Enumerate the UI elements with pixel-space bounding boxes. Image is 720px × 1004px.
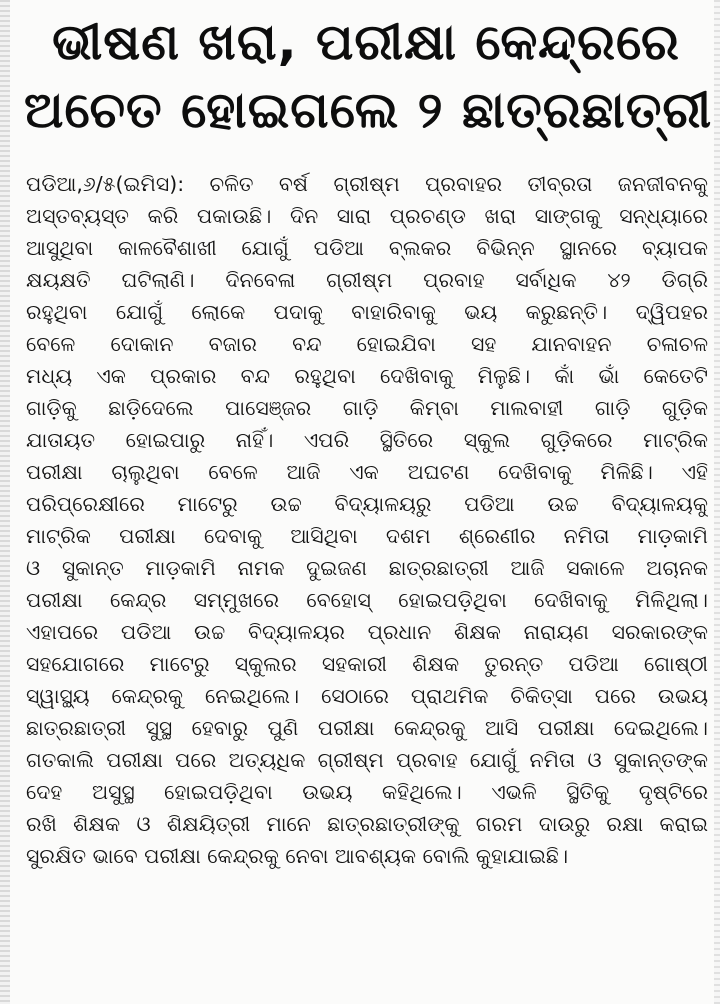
body-line: ସ୍ୱାସ୍ଥ୍ୟ କେନ୍ଦ୍ରକୁ ନେଇଥିଲେ। ସେଠାରେ ପ୍ରାଥମିକ ଚିକିତ୍ସା ପରେ ଉଭୟ [26,684,708,708]
body-line: କ୍ଷୟକ୍ଷତି ଘଟିଲାଣି। ଦିନବେଳା ଗ୍ରୀଷ୍ମ ପ୍ରବାହ ସର୍ବାଧିକ ୪୨ ଡିଗ୍ରି [26,268,708,292]
body-line: ସୁରକ୍ଷିତ ଭାବେ ପରୀକ୍ଷା କେନ୍ଦ୍ରକୁ ନେବା ଆବଶ୍ୟକ ବୋଲି କୁହାଯାଇଛି। [26,844,569,868]
clipping-torn-edge-left [0,0,10,1004]
body-line: ଗାଡ଼ିକୁ ଛାଡ଼ିଦେଲେ ପାସେଞ୍ଜର ଗାଡ଼ି କିମ୍ବା ମାଲବାହୀ ଗାଡ଼ି ଗୁଡ଼ିକ [26,396,708,420]
body-line: ସହଯୋଗରେ ମାଟେରୁ ସ୍କୁଲର ସହକାରୀ ଶିକ୍ଷକ ତୁରନ୍ତ ପଡିଆ ଗୋଷ୍ଠୀ [26,652,708,676]
body-line: ବେଳେ ଦୋକାନ ବଜାର ବନ୍ଦ ହୋଇଯିବା ସହ ଯାନବାହନ ଚଳାଚଳ [26,332,708,356]
body-line: ଏହାପରେ ପଡିଆ ଉଚ୍ଚ ବିଦ୍ୟାଳୟର ପ୍ରଧାନ ଶିକ୍ଷକ ନାରାୟଣ ସରକାରଙ୍କ [26,620,708,644]
body-line: ଓ ସୁକାନ୍ତ ମାଡ଼କାମି ନାମକ ଦୁଇଜଣ ଛାତ୍ରଛାତ୍ରୀ ଆଜି ସକାଳେ ଅଚାନକ [26,556,708,580]
clipping-torn-edge-right [714,0,720,1004]
body-line: ଅସ୍ତବ୍ୟସ୍ତ କରି ପକାଉଛି। ଦିନ ସାରା ପ୍ରଚଣ୍ଡ ଖରା ସାଙ୍ଗକୁ ସନ୍ଧ୍ୟାରେ [26,204,708,228]
body-line: ଆସୁଥିବା କାଳବୈଶାଖୀ ଯୋଗୁଁ ପଡିଆ ବ୍ଲକର ବିଭିନ୍ନ ସ୍ଥାନରେ ବ୍ୟାପକ [26,236,708,260]
headline-line-1: ଭୀଷଣ ଖରା, ପରୀକ୍ଷା କେନ୍ଦ୍ରରେ [52,13,680,71]
body-line: ମଧ୍ୟ ଏକ ପ୍ରକାର ବନ୍ଦ ରହୁଥିବା ଦେଖିବାକୁ ମିଳୁଛି। କାଁ ଭାଁ କେତେଟି [26,364,708,388]
body-line: ପରୀକ୍ଷା କେନ୍ଦ୍ର ସମ୍ମୁଖରେ ବେହୋସ୍ ହୋଇପଡ଼ିଥିବା ଦେଖିବାକୁ ମିଳିଥିଲା। [26,588,708,612]
body-line: ଛାତ୍ରଛାତ୍ରୀ ସୁସ୍ଥ ହେବାରୁ ପୁଣି ପରୀକ୍ଷା କେନ୍ଦ୍ରକୁ ଆସି ପରୀକ୍ଷା ଦେଇଥିଲେ। [26,716,708,740]
body-line: ପରିପ୍ରେକ୍ଷୀରେ ମାଟେରୁ ଉଚ୍ଚ ବିଦ୍ୟାଳୟରୁ ପଡିଆ ଉଚ୍ଚ ବିଦ୍ୟାଳୟକୁ [26,492,708,516]
body-line: ମାଟ୍ରିକ ପରୀକ୍ଷା ଦେବାକୁ ଆସିଥିବା ଦଶମ ଶ୍ରେଣୀର ନମିତା ମାଡ଼କାମି [26,524,708,548]
headline-line-2: ଅଚେତ ହୋଇଗଲେ ୨ ଛାତ୍ରଛାତ୍ରୀ [24,81,713,139]
body-line: ଯାତାୟତ ହୋଇପାରୁ ନାହିଁ। ଏପରି ସ୍ଥିତିରେ ସ୍କୁଲ ଗୁଡ଼ିକରେ ମାଟ୍ରିକ [26,428,708,452]
body-line: ରଖି ଶିକ୍ଷକ ଓ ଶିକ୍ଷୟିତ୍ରୀ ମାନେ ଛାତ୍ରଛାତ୍ରୀଙ୍କୁ ଗରମ ଦାଉରୁ ରକ୍ଷା କରାଇ [26,812,708,836]
article-body [26,168,708,872]
article-headline [24,8,713,144]
body-line: ପରୀକ୍ଷା ଚାଲୁଥିବା ବେଳେ ଆଜି ଏକ ଅଘଟଣ ଦେଖିବାକୁ ମିଳିଛି। ଏହି [26,460,708,484]
body-line: ପଡିଆ,୬/୫(ଇମିସ): ଚଳିତ ବର୍ଷ ଗ୍ରୀଷ୍ମ ପ୍ରବାହର ତୀବ୍ରତା ଜନଜୀବନକୁ [26,172,708,196]
body-line: ଦେହ ଅସୁସ୍ଥ ହୋଇପଡ଼ିଥିବା ଉଭୟ କହିଥିଲେ। ଏଭଳି ସ୍ଥିତିକୁ ଦୃଷ୍ଟିରେ [26,780,708,804]
body-line: ଗତକାଲି ପରୀକ୍ଷା ପରେ ଅତ୍ୟଧିକ ଗ୍ରୀଷ୍ମ ପ୍ରବାହ ଯୋଗୁଁ ନମିତା ଓ ସୁକାନ୍ତଙ୍କ [26,748,708,772]
body-line: ରହୁଥିବା ଯୋଗୁଁ ଲୋକେ ପଦାକୁ ବାହାରିବାକୁ ଭୟ କରୁଛନ୍ତି। ଦ୍ୱିପହର [26,300,708,324]
